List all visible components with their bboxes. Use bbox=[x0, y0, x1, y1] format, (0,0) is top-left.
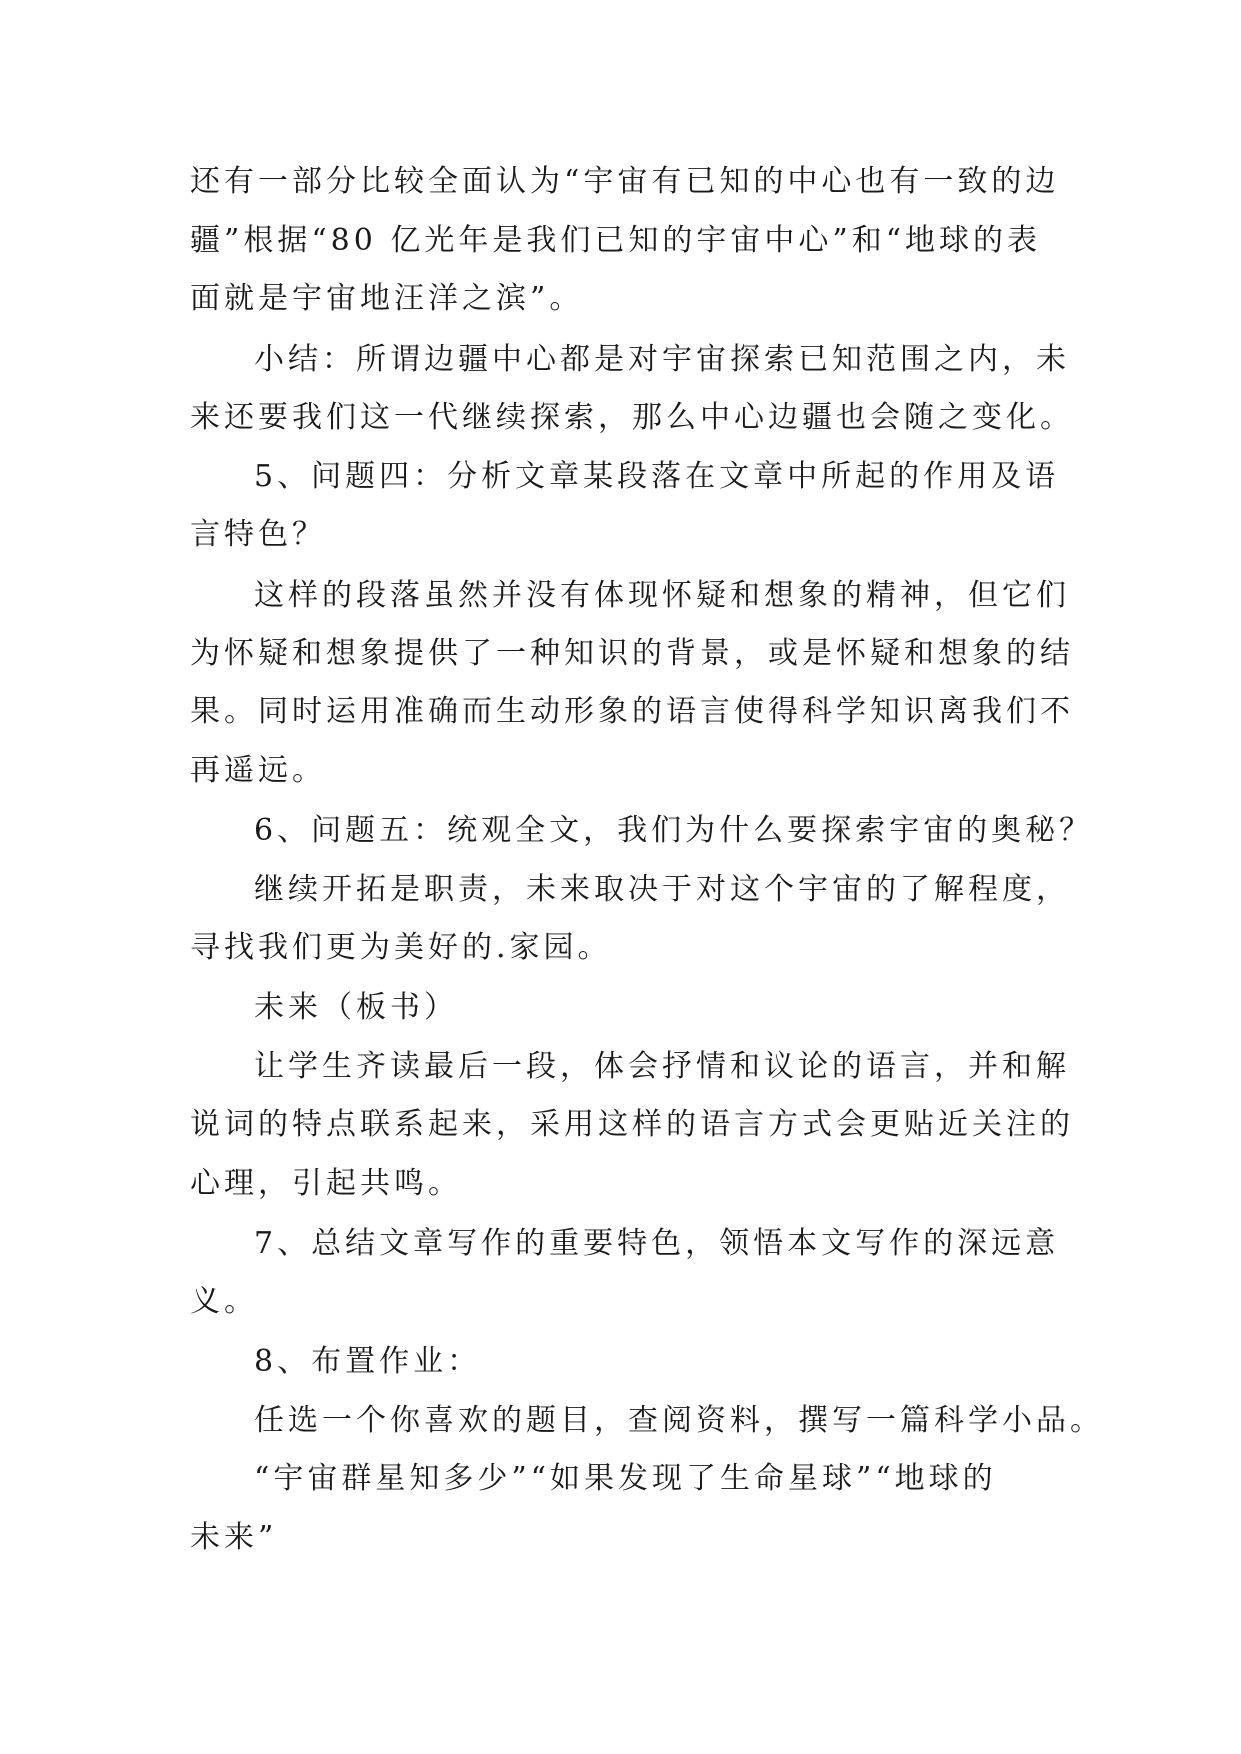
text-line: 为怀疑和想象提供了一种知识的背景，或是怀疑和想象的结 bbox=[190, 636, 1074, 671]
text-line: 任选一个你喜欢的题目，查阅资料，撰写一篇科学小品。 bbox=[254, 1403, 1104, 1438]
text-line: 未来（板书） bbox=[254, 990, 458, 1025]
text-line: “宇宙群星知多少”“如果发现了生命星球”“地球的 bbox=[254, 1461, 997, 1496]
text-line: 言特色？ bbox=[190, 517, 326, 552]
text-line: 说词的特点联系起来，采用这样的语言方式会更贴近关注的 bbox=[190, 1107, 1074, 1142]
text-line: 5、问题四：分析文章某段落在文章中所起的作用及语 bbox=[254, 459, 1060, 494]
text-line: 果。同时运用准确而生动形象的语言使得科学知识离我们不 bbox=[190, 694, 1074, 729]
text-line: 还有一部分比较全面认为“宇宙有已知的中心也有一致的边 bbox=[190, 164, 1060, 199]
text-line: 8、布置作业： bbox=[254, 1344, 482, 1379]
text-line: 疆”根据“80 亿光年是我们已知的宇宙中心”和“地球的表 bbox=[190, 223, 1042, 258]
text-line: 义。 bbox=[190, 1284, 258, 1319]
text-line: 这样的段落虽然并没有体现怀疑和想象的精神，但它们 bbox=[254, 578, 1070, 613]
text-line: 来还要我们这一代继续探索，那么中心边疆也会随之变化。 bbox=[190, 400, 1074, 435]
text-line: 6、问题五：统观全文，我们为什么要探索宇宙的奥秘？ bbox=[254, 813, 1094, 848]
text-line: 让学生齐读最后一段，体会抒情和议论的语言，并和解 bbox=[254, 1049, 1070, 1084]
text-line: 寻找我们更为美好的.家园。 bbox=[190, 930, 612, 965]
text-line: 心理，引起共鸣。 bbox=[190, 1166, 462, 1201]
text-line: 未来” bbox=[190, 1520, 278, 1555]
text-line: 小结：所谓边疆中心都是对宇宙探索已知范围之内，未 bbox=[254, 342, 1070, 377]
text-line: 面就是宇宙地汪洋之滨”。 bbox=[190, 281, 584, 316]
text-line: 继续开拓是职责，未来取决于对这个宇宙的了解程度， bbox=[254, 872, 1070, 907]
text-line: 再遥远。 bbox=[190, 753, 326, 788]
text-line: 7、总结文章写作的重要特色，领悟本文写作的深远意 bbox=[254, 1226, 1060, 1261]
